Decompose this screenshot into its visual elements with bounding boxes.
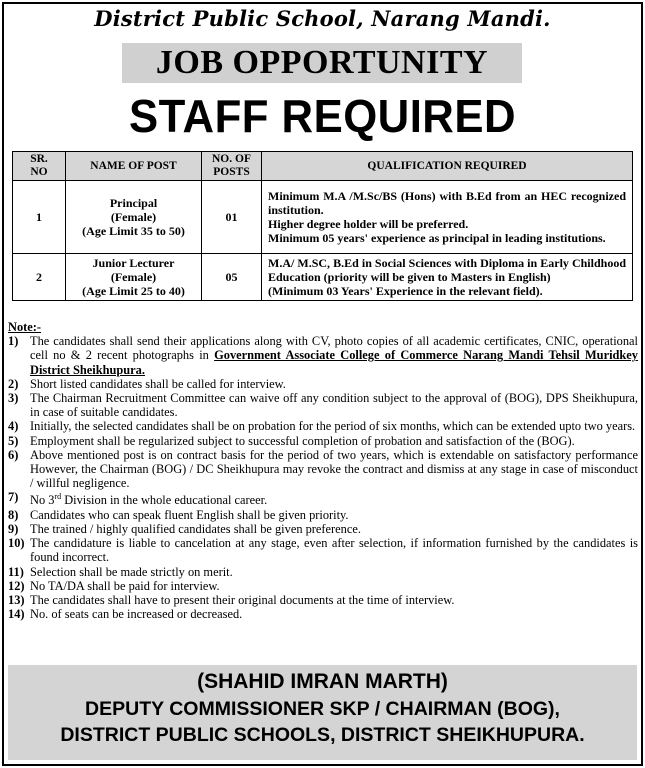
qualification-line: M.A/ M.SC, B.Ed in Social Sciences with Diploma in Early Childhood Education (priority will be given to Masters in English) [268, 255, 626, 284]
note-number: 2) [8, 376, 19, 391]
signatory-name: (SHAHID IMRAN MARTH) [197, 670, 448, 693]
note-text: The candidature is liable to cancelation at any stage, even after selection, if information furnished by the candidates is found incorrect. [30, 536, 638, 565]
qualification-line: Minimum M.A /M.Sc/BS (Hons) with B.Ed from an HEC recognized institution. [268, 188, 626, 217]
note-item [8, 522, 638, 536]
col-header-sr-no [13, 152, 66, 181]
qualification-line: (Minimum 03 Years' Experience in the relevant field). [268, 283, 543, 298]
post-name-cell [66, 254, 202, 301]
note-text: Employment shall be regularized subject to successful completion of probation and satisfaction of the (BOG). [30, 433, 575, 448]
note-text: Division in the whole educational career. [61, 493, 268, 508]
table-row [13, 254, 633, 301]
post-gender: (Female) [110, 270, 157, 284]
note-text: No TA/DA shall be paid for interview. [30, 578, 220, 593]
note-item [8, 593, 638, 607]
signatory-office: DISTRICT PUBLIC SCHOOLS, DISTRICT SHEIKHUPURA. [60, 724, 585, 746]
note-item [8, 565, 638, 579]
school-name: District Public School, Narang Mandi. [94, 6, 551, 31]
post-name-cell [66, 181, 202, 254]
note-item [8, 607, 638, 621]
note-number: 4) [8, 419, 19, 434]
note-number: 11) [8, 564, 24, 579]
header-posts-line1: NO. OF [212, 153, 251, 165]
note-item [8, 579, 638, 593]
posts-count-cell: 05 [202, 254, 262, 301]
notes-section [8, 320, 638, 621]
vacancy-table [12, 151, 633, 301]
table-header-row [13, 152, 633, 181]
post-title: Junior Lecturer [92, 256, 175, 270]
col-header-qualification: QUALIFICATION REQUIRED [262, 152, 633, 181]
note-item [8, 536, 638, 564]
note-number: 9) [8, 521, 19, 536]
posts-count-cell: 01 [202, 181, 262, 254]
note-text: No. of seats can be increased or decreased. [30, 607, 243, 622]
note-text: No 3 [30, 493, 55, 508]
note-number: 5) [8, 433, 19, 448]
note-number: 3) [8, 391, 19, 406]
note-number: 12) [8, 578, 25, 593]
qualification-cell [262, 254, 633, 301]
note-text: Above mentioned post is on contract basis for the period of two years, which is extendable on satisfactory performance However, the Chairman (BOG) / DC Sheikhupura may revoke the contract and dismiss at any stage in case of misconduct / willful negligence. [30, 447, 638, 491]
signatory-designation: DEPUTY COMMISSIONER SKP / CHAIRMAN (BOG), [85, 698, 560, 720]
post-age-limit: (Age Limit 25 to 40) [82, 284, 185, 298]
note-item [8, 377, 638, 391]
note-item [8, 490, 638, 507]
post-title: Principal [109, 196, 158, 210]
sr-no-cell: 1 [13, 181, 66, 254]
sr-no-cell: 2 [13, 254, 66, 301]
note-text: The candidates shall have to present their original documents at the time of interview. [30, 592, 455, 607]
table-row [13, 181, 633, 254]
qualification-cell [262, 181, 633, 254]
note-item [8, 391, 638, 419]
note-number: 10) [8, 536, 25, 551]
job-opportunity-banner: JOB OPPORTUNITY [122, 43, 522, 83]
note-text: The candidates shall send their applications along with CV, photo copies of all academic certificates, CNIC, operational cell no & 2 recent photographs in [30, 334, 638, 363]
header-posts-line2: POSTS [213, 166, 250, 178]
note-item [8, 334, 638, 377]
staff-required-headline: STAFF REQUIRED [128, 90, 517, 142]
qualification-line: Minimum 05 years' experience as principal in leading institutions. [268, 230, 606, 245]
note-item [8, 434, 638, 448]
header-sr-line1: SR. [30, 153, 48, 165]
note-number: 14) [8, 607, 25, 622]
header-sr-line2: NO [30, 166, 48, 178]
note-item [8, 448, 638, 491]
notes-heading: Note:- [8, 320, 42, 334]
col-header-no-of-posts [202, 152, 262, 181]
note-number: 7) [8, 490, 19, 505]
note-number: 1) [8, 334, 19, 349]
note-text: Short listed candidates shall be called for interview. [30, 376, 286, 391]
post-age-limit: (Age Limit 35 to 50) [82, 224, 185, 238]
note-text: The Chairman Recruitment Committee can waive off any condition subject to the approval of (BOG), DPS Sheikhupura, in case of suitable candidates. [30, 391, 638, 420]
note-number: 6) [8, 447, 19, 462]
note-item [8, 419, 638, 433]
note-number: 13) [8, 592, 25, 607]
note-text: Selection shall be made strictly on merit. [30, 564, 233, 579]
note-item [8, 508, 638, 522]
col-header-name-of-post: NAME OF POST [66, 152, 202, 181]
note-number: 8) [8, 507, 19, 522]
post-gender: (Female) [110, 210, 157, 224]
note-text: Initially, the selected candidates shall be on probation for the period of six months, which can be extended upto two years. [30, 419, 636, 434]
qualification-line: Higher degree holder will be preferred. [268, 216, 469, 231]
college-address: Government Associate College of Commerce Narang Mandi Tehsil Muridkey District Sheikhupura. [30, 348, 638, 377]
note-text: The trained / highly qualified candidates shall be given preference. [30, 521, 361, 536]
ordinal-suffix: rd [54, 492, 62, 502]
note-text: Candidates who can speak fluent English shall be given priority. [30, 507, 349, 522]
